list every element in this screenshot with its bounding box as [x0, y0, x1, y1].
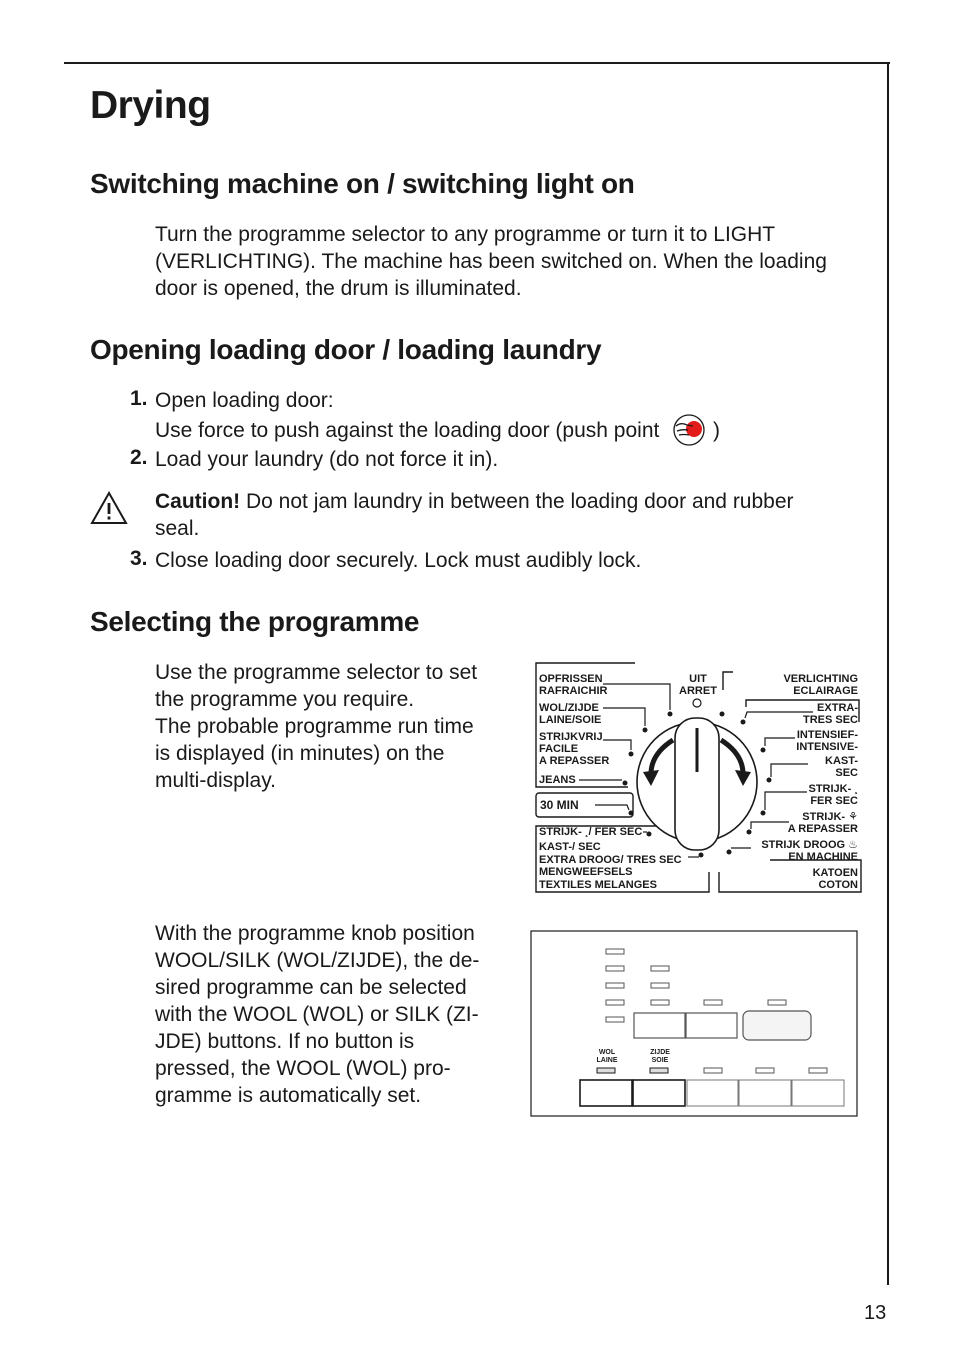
dial-label-intensive: INTENSIVE- — [796, 741, 858, 753]
dial-label-facile: FACILE — [539, 743, 579, 755]
dial-label-katoen: KATOEN — [812, 867, 858, 879]
dial-label-eclairage: ECLAIRAGE — [793, 685, 858, 697]
dial-label-verlichting: VERLICHTING — [783, 673, 858, 685]
text-line: WOOL/SILK (WOL/ZIJDE), the de- — [155, 949, 480, 972]
dial-label-textiles-melanges: TEXTILES MELANGES — [539, 879, 657, 891]
warning-icon — [89, 490, 129, 526]
dial-label-uit: UIT — [689, 673, 707, 685]
caution-text-cont: seal. — [155, 517, 200, 540]
dial-label-mengweefsels: MENGWEEFSELS — [539, 866, 633, 878]
text-line: gramme is automatically set. — [155, 1084, 422, 1107]
panel-button-3[interactable] — [687, 1080, 738, 1106]
dial-label-rafraichir: RAFRAICHIR — [539, 685, 608, 697]
dial-label-kast: KAST- — [825, 755, 858, 767]
control-panel-diagram — [530, 930, 858, 1117]
dial-label-opfrissen: OPFRISSEN — [539, 673, 603, 685]
page-title: Drying — [90, 84, 211, 127]
heading-opening: Opening loading door / loading laundry — [90, 334, 602, 365]
text-line: With the programme knob position — [155, 922, 475, 945]
page-number: 13 — [864, 1302, 887, 1324]
right-rule — [887, 63, 889, 1285]
dial-label-jeans: JEANS — [539, 774, 576, 786]
text-line: with the WOOL (WOL) or SILK (ZI- — [155, 1003, 479, 1026]
dial-label-strijk-droog: STRIJK DROOG ♨ — [761, 839, 858, 851]
step-1 — [155, 387, 720, 446]
dial-label-en-machine: EN MACHINE — [788, 851, 858, 863]
text-line: (VERLICHTING). The machine has been switched on. When the loading — [155, 250, 827, 273]
text-span: ) — [713, 419, 721, 442]
dial-label-sec: SEC — [835, 767, 858, 779]
step-number: 1. — [130, 387, 148, 410]
text-line: multi-display. — [155, 769, 276, 792]
top-rule — [64, 62, 890, 64]
laine-label: LAINE — [596, 1057, 618, 1064]
switching-paragraph — [155, 221, 827, 302]
programme-dial-diagram — [533, 662, 865, 896]
text-line: sired programme can be selected — [155, 976, 467, 999]
text-line — [155, 488, 865, 515]
panel-button-5[interactable] — [792, 1080, 844, 1106]
dial-label-strijk-fer-sec: STRIJK- ¸/ FER SEC — [539, 826, 643, 838]
text-line: The probable programme run time — [155, 715, 474, 738]
dial-label-tres-sec: TRES SEC — [802, 714, 858, 726]
dial-label-kast-sec: KAST-/ SEC — [539, 841, 601, 853]
dial-label-30-min: 30 MIN — [540, 798, 579, 812]
text-span: Use force to push against the loading door (push point — [155, 419, 660, 442]
zijde-button[interactable] — [633, 1080, 685, 1106]
wol-label: WOL — [598, 1049, 616, 1056]
dial-label-arret: ARRET — [679, 685, 717, 697]
text-line: Use the programme selector to set — [155, 661, 478, 684]
selecting-paragraph-2 — [155, 920, 479, 1109]
zijde-label: ZIJDE — [650, 1049, 670, 1056]
text-line: pressed, the WOOL (WOL) pro- — [155, 1057, 451, 1080]
caution-label: Caution! — [155, 490, 241, 513]
text-line: Open loading door: — [155, 389, 334, 412]
step-3: Close loading door securely. Lock must audibly lock. — [155, 549, 642, 572]
text-line — [155, 414, 720, 446]
heading-switching: Switching machine on / switching light on — [90, 168, 635, 199]
heading-selecting: Selecting the programme — [90, 606, 420, 637]
dial-label-coton: COTON — [818, 879, 858, 891]
text-line: Turn the programme selector to any programme or turn it to LIGHT — [155, 223, 776, 246]
step-number: 3. — [130, 547, 148, 570]
dial-label-strijkvrij: STRIJKVRIJ — [539, 731, 603, 743]
dial-label-laine-soie: LAINE/SOIE — [539, 714, 602, 726]
selecting-paragraph-1 — [155, 659, 477, 794]
text-line: door is opened, the drum is illuminated. — [155, 277, 522, 300]
text-line: JDE) buttons. If no button is — [155, 1030, 415, 1053]
wol-button[interactable] — [580, 1080, 632, 1106]
dial-label-strijk: STRIJK- ¸ — [808, 783, 858, 795]
dial-label-a-repasser: A REPASSER — [539, 755, 610, 767]
dial-label-a-repasser-right: A REPASSER — [787, 823, 858, 835]
dial-label-wol-zijde: WOL/ZIJDE — [539, 702, 599, 714]
text-line: is displayed (in minutes) on the — [155, 742, 445, 765]
panel-button-4[interactable] — [739, 1080, 791, 1106]
dial-label-extra: EXTRA- — [817, 702, 858, 714]
dial-label-intensief: INTENSIEF- — [796, 729, 858, 741]
step-number: 2. — [130, 446, 148, 469]
dial-label-extra-droog: EXTRA DROOG/ TRES SEC — [539, 854, 682, 866]
dial-label-fer-sec: FER SEC — [810, 795, 858, 807]
step-2: Load your laundry (do not force it in). — [155, 448, 499, 471]
soie-label: SOIE — [651, 1057, 669, 1064]
dial-label-strijk-2: STRIJK- ⚘ — [802, 811, 858, 823]
caution-text: Do not jam laundry in between the loading door and rubber — [240, 490, 794, 513]
push-point-icon — [671, 414, 707, 446]
caution-block — [155, 488, 865, 542]
text-line: the programme you require. — [155, 688, 415, 711]
